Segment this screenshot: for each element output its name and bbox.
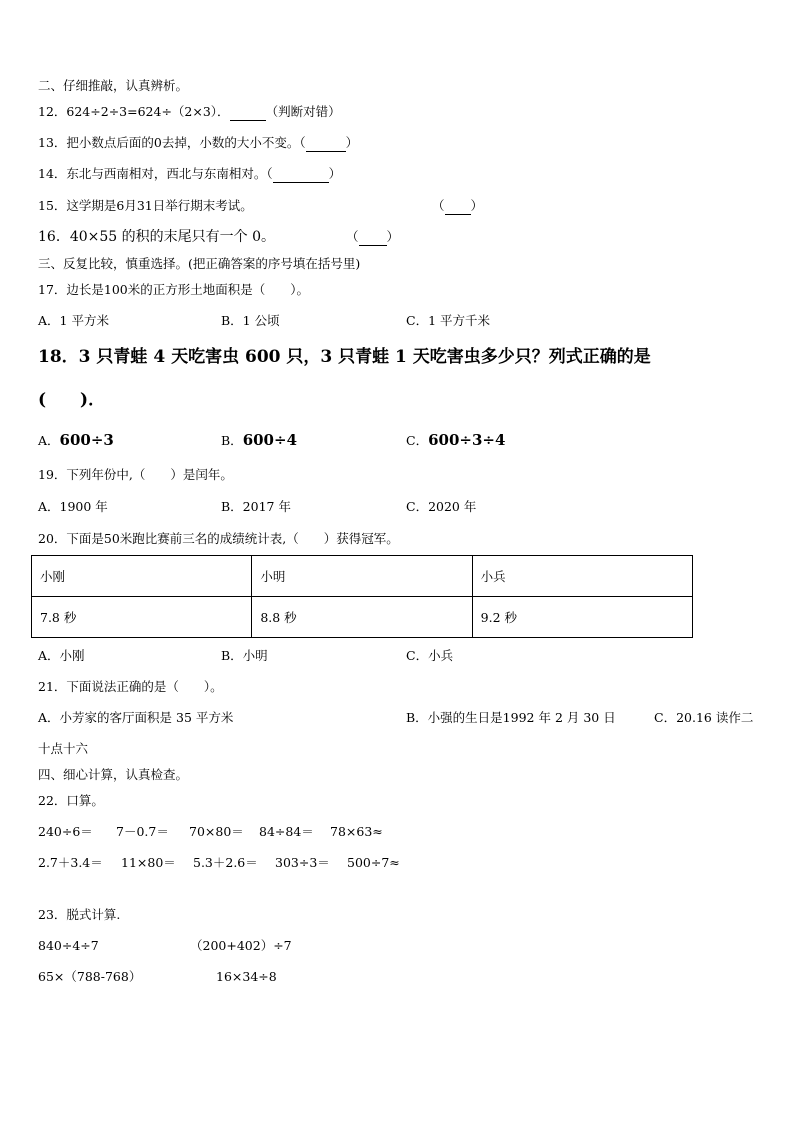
q23-item[interactable]: 65×（788-768） xyxy=(38,969,142,984)
q22-item[interactable]: 84÷84＝ xyxy=(259,824,314,839)
q21-option-c-wrap: 十点十六 xyxy=(38,741,89,756)
q17-option-b[interactable]: B．1 公顷 xyxy=(221,313,280,328)
q22-item[interactable]: 78×63≈ xyxy=(330,824,383,839)
q19-option-a[interactable]: A．1900 年 xyxy=(38,499,108,514)
q14-answer-blank[interactable] xyxy=(273,166,329,183)
q18-option-c-label: C． xyxy=(406,433,429,448)
q14-text: 东北与西南相对，西北与东南相对。（ xyxy=(66,166,273,181)
table-row xyxy=(32,556,693,597)
q20-option-c[interactable]: C．小兵 xyxy=(406,648,454,663)
question-20-stem: 20．下面是50米跑比赛前三名的成绩统计表,（ ）获得冠军。 xyxy=(38,531,399,546)
q18-option-c[interactable] xyxy=(406,432,505,449)
q21-option-c[interactable]: C．20.16 读作二 xyxy=(654,710,754,725)
results-table xyxy=(31,555,693,638)
table-cell-name: 小明 xyxy=(252,556,472,597)
q13-number: 13． xyxy=(38,135,67,150)
q22-item[interactable]: 240÷6＝ xyxy=(38,824,93,839)
q17-option-c[interactable]: C．1 平方千米 xyxy=(406,313,490,328)
q16-close: ） xyxy=(386,229,400,244)
q12-number: 12． xyxy=(38,104,67,119)
q18-option-c-value: 600÷3÷4 xyxy=(428,431,506,449)
question-18-stem-cont: ( )． xyxy=(38,390,106,410)
q15-close: ） xyxy=(470,198,484,213)
q16-open: （ xyxy=(346,229,359,244)
table-cell-time: 9.2 秒 xyxy=(472,597,692,638)
q12-answer-blank[interactable] xyxy=(230,104,266,121)
q18-option-a-label: A． xyxy=(38,433,60,448)
q12-suffix: （判断对错） xyxy=(265,104,341,119)
q13-answer-blank[interactable] xyxy=(306,135,346,152)
question-15 xyxy=(38,198,253,214)
q22-item[interactable]: 5.3＋2.6＝ xyxy=(193,855,258,870)
q22-item[interactable]: 70×80＝ xyxy=(189,824,244,839)
question-16 xyxy=(38,229,275,245)
q19-option-b[interactable]: B．2017 年 xyxy=(221,499,291,514)
table-cell-name: 小兵 xyxy=(472,556,692,597)
q16-answer xyxy=(346,229,399,246)
q19-option-c[interactable]: C．2020 年 xyxy=(406,499,477,514)
q17-option-a[interactable]: A．1 平方米 xyxy=(38,313,109,328)
question-13 xyxy=(38,135,358,152)
question-21-stem: 21．下面说法正确的是（ ）。 xyxy=(38,679,223,694)
section-heading-2: 二、仔细推敲，认真辨析。 xyxy=(38,78,189,93)
q15-answer xyxy=(432,198,483,215)
q14-number: 14． xyxy=(38,166,67,181)
q15-number: 15． xyxy=(38,198,67,213)
q12-text: 624÷2÷3=624÷（2×3）． xyxy=(66,104,230,119)
q15-open: （ xyxy=(432,198,445,213)
question-12 xyxy=(38,104,341,121)
q18-option-b-label: B． xyxy=(221,433,243,448)
q22-item[interactable]: 500÷7≈ xyxy=(347,855,400,870)
q21-option-b[interactable]: B．小强的生日是1992 年 2 月 30 日 xyxy=(406,710,616,725)
q21-option-a[interactable]: A．小芳家的客厅面积是 35 平方米 xyxy=(38,710,234,725)
q23-item[interactable]: 16×34÷8 xyxy=(216,969,277,984)
table-cell-time: 8.8 秒 xyxy=(252,597,472,638)
q18-option-b-value: 600÷4 xyxy=(242,431,298,449)
q20-option-a[interactable]: A．小刚 xyxy=(38,648,85,663)
q18-option-a[interactable] xyxy=(38,432,114,449)
q14-close: ） xyxy=(328,166,342,181)
q13-close: ） xyxy=(345,135,359,150)
q16-answer-blank[interactable] xyxy=(359,229,387,246)
section-heading-4: 四、细心计算，认真检查。 xyxy=(38,767,189,782)
table-cell-name: 小刚 xyxy=(32,556,252,597)
question-17-stem: 17．边长是100米的正方形土地面积是（ ）。 xyxy=(38,282,310,297)
q23-item[interactable]: （200+402）÷7 xyxy=(190,938,292,953)
table-row xyxy=(32,597,693,638)
q22-item[interactable]: 303÷3＝ xyxy=(275,855,330,870)
q23-item[interactable]: 840÷4÷7 xyxy=(38,938,99,953)
q20-option-b[interactable]: B．小明 xyxy=(221,648,268,663)
q22-item[interactable]: 2.7＋3.4＝ xyxy=(38,855,103,870)
question-14 xyxy=(38,166,341,183)
question-22-stem: 22．口算。 xyxy=(38,793,104,808)
section-heading-3: 三、反复比较，慎重选择。(把正确答案的序号填在括号里) xyxy=(38,256,361,271)
question-23-stem: 23．脱式计算. xyxy=(38,907,121,922)
q16-text: 40×55 的积的末尾只有一个 0。 xyxy=(69,229,275,245)
q22-item[interactable]: 11×80＝ xyxy=(121,855,176,870)
question-19-stem: 19．下列年份中,（ ）是闰年。 xyxy=(38,467,233,482)
q15-answer-blank[interactable] xyxy=(445,198,471,215)
q22-item[interactable]: 7－0.7＝ xyxy=(116,824,169,839)
table-cell-time: 7.8 秒 xyxy=(32,597,252,638)
q18-option-a-value: 600÷3 xyxy=(59,431,114,449)
q18-option-b[interactable] xyxy=(221,432,297,449)
q13-text: 把小数点后面的0去掉，小数的大小不变。（ xyxy=(66,135,306,150)
q15-text: 这学期是6月31日举行期末考试。 xyxy=(66,198,253,213)
question-18-stem: 18．3 只青蛙 4 天吃害虫 600 只，3 只青蛙 1 天吃害虫多少只？列式正确的是 xyxy=(38,347,651,367)
q16-number: 16． xyxy=(38,229,70,245)
